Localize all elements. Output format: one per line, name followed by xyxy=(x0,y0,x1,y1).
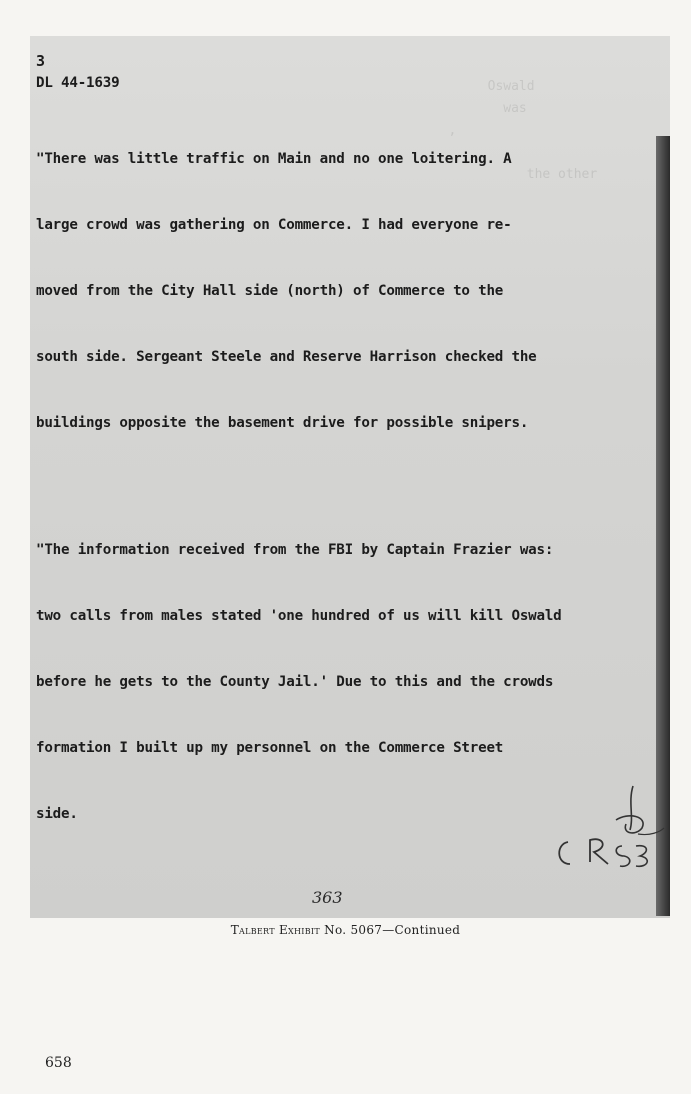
text-line: two calls from males stated 'one hundred of us will kill Oswald xyxy=(36,608,562,624)
exhibit-label: Talbert Exhibit xyxy=(230,923,321,937)
text-line: formation I built up my personnel on the Commerce Street xyxy=(36,740,504,756)
text-line: large crowd was gathering on Commerce. I had everyone re- xyxy=(36,217,512,233)
text-line: side. xyxy=(36,806,78,822)
file-number: DL 44-1639 xyxy=(36,75,120,91)
paragraph-1 xyxy=(36,104,666,478)
text-line: before he gets to the County Jail.' Due to this and the crowds xyxy=(36,674,554,690)
bleed-through-text: Oswald was , the other xyxy=(448,79,598,182)
scanned-document xyxy=(30,36,670,918)
page-marker: 3 xyxy=(36,52,45,70)
text-line: "The information received from the FBI by Captain Frazier was: xyxy=(36,542,554,558)
text-line: moved from the City Hall side (north) of Commerce to the xyxy=(36,283,504,299)
exhibit-number: No. 5067—Continued xyxy=(324,923,461,937)
handwritten-initials xyxy=(538,772,668,886)
text-line: south side. Sergeant Steele and Reserve Harrison checked the xyxy=(36,349,537,365)
initials-signature-icon xyxy=(538,772,668,882)
text-line: buildings opposite the basement drive for possible snipers. xyxy=(36,415,529,431)
page-folio: 658 xyxy=(45,1055,72,1071)
text-line: "There was little traffic on Main and no one loitering. A xyxy=(36,151,512,167)
handwritten-page-number: 363 xyxy=(312,888,343,907)
exhibit-caption xyxy=(0,923,691,937)
paragraph-3 xyxy=(36,886,666,918)
